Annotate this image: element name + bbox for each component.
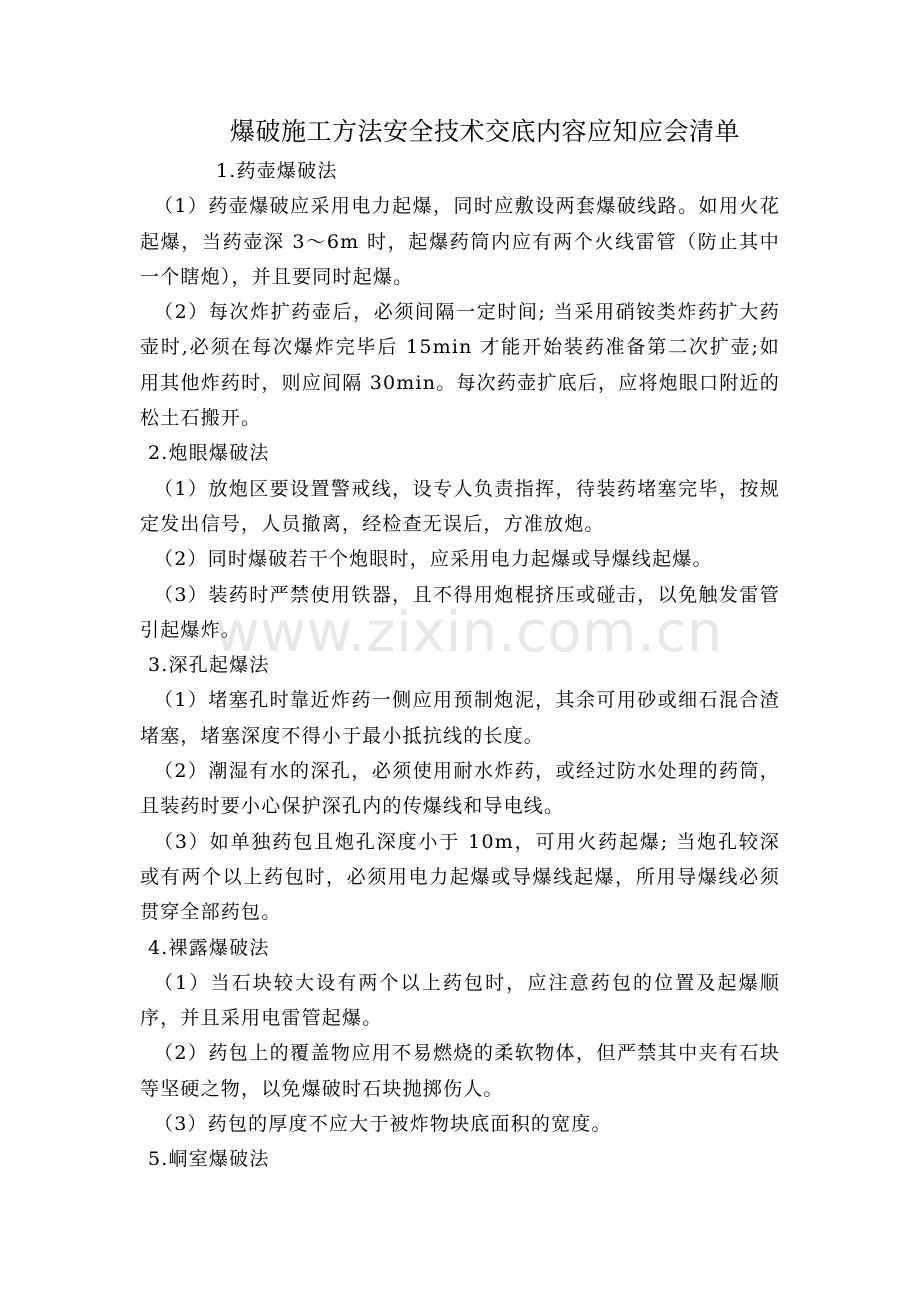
section-heading: 2.炮眼爆破法	[148, 442, 270, 465]
section-item: （2）药包上的覆盖物应用不易燃烧的柔软物体，但严禁其中夹有石块等坚硬之物，以免爆破时石块抛掷伤人。	[140, 1042, 780, 1100]
watermark: www.zixin.com.cn	[214, 600, 723, 665]
section-item: （3）装药时严禁使用铁器，且不得用炮棍挤压或碰击，以免触发雷管引起爆炸。	[140, 583, 780, 641]
section-item: （1）堵塞孔时靠近炸药一侧应用预制炮泥，其余可用砂或细石混合渣堵塞，堵塞深度不得小于最小抵抗线的长度。	[140, 689, 780, 747]
section-item: （3）如单独药包且炮孔深度小于 10m，可用火药起爆; 当炮孔较深或有两个以上药包时，必须用电力起爆或导爆线起爆，所用导爆线必须贯穿全部药包。	[140, 830, 780, 924]
section-heading: 1.药壶爆破法	[216, 160, 338, 182]
section-item: （1）当石块较大设有两个以上药包时，应注意药包的位置及起爆顺序，并且采用电雷管起爆。	[140, 971, 780, 1030]
document-title: 爆破施工方法安全技术交底内容应知应会清单	[229, 117, 740, 146]
section-item: （3）药包的厚度不应大于被炸物块底面积的宽度。	[154, 1113, 612, 1136]
section-item: （1）放炮区要设置警戒线，设专人负责指挥，待装药堵塞完毕，按规定发出信号，人员撤离，经检查无误后，方准放炮。	[140, 477, 780, 535]
section-item: （2）同时爆破若干个炮眼时，应采用电力起爆或导爆线起爆。	[154, 548, 713, 571]
section-heading: 5.峒室爆破法	[148, 1148, 270, 1171]
section-item: （2）潮湿有水的深孔，必须使用耐水炸药，或经过防水处理的药筒，且装药时要小心保护深孔内的传爆线和导电线。	[140, 760, 780, 818]
section-heading: 4.裸露爆破法	[148, 936, 270, 959]
section-heading: 3.深孔起爆法	[148, 654, 270, 677]
section-item: （1）药壶爆破应采用电力起爆，同时应敷设两套爆破线路。如用火花起爆，当药壶深 3～6m 时，起爆药筒内应有两个火线雷管（防止其中一个瞎炮），并且要同时起爆。	[140, 195, 780, 288]
section-item: （2）每次炸扩药壶后，必须间隔一定时间; 当采用硝铵类炸药扩大药壶时,必须在每次爆炸完毕后 15min 才能开始装药准备第二次扩壶;如用其他炸药时，则应间隔 30min。每次药壶扩底后，应将炮眼口附近的松土石搬开。	[140, 301, 780, 430]
